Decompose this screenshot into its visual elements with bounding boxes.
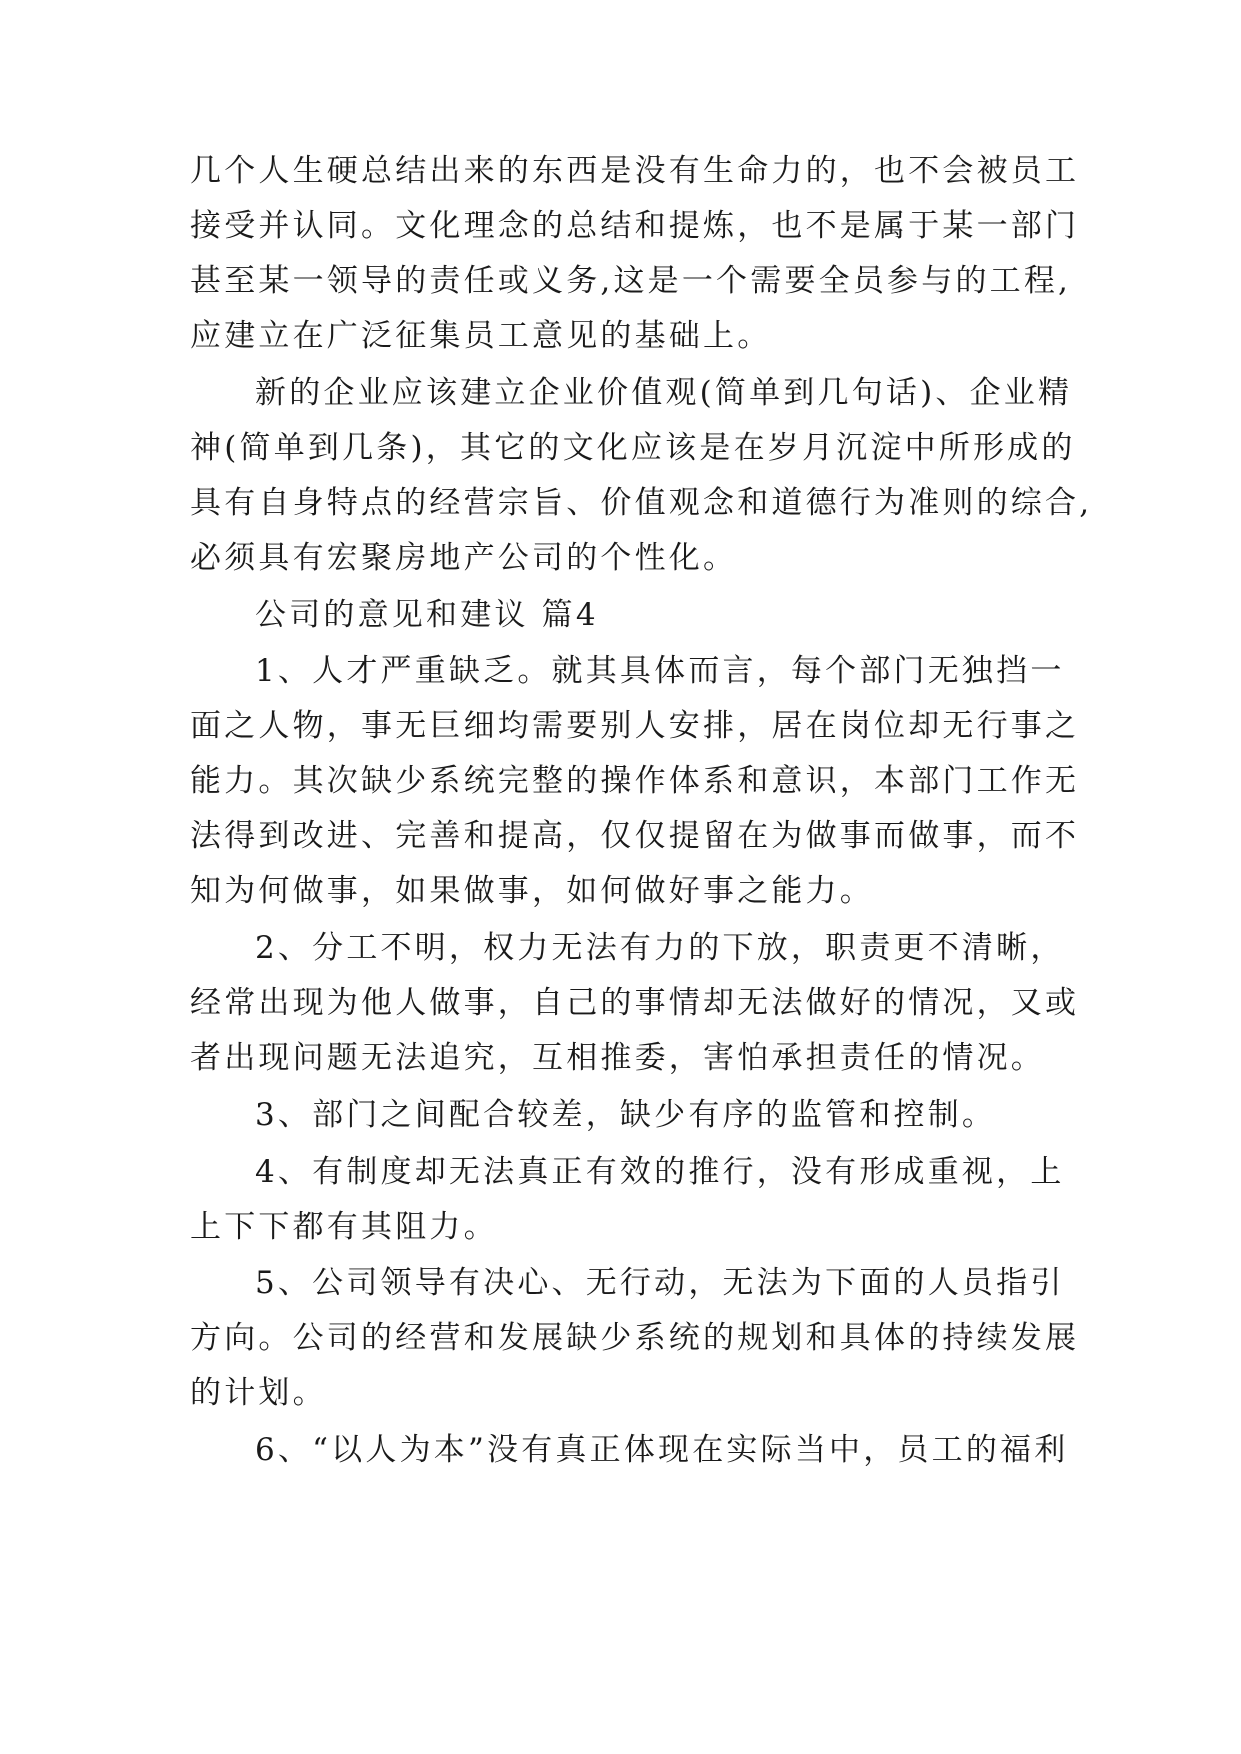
text-line: 接受并认同。文化理念的总结和提炼，也不是属于某一部门 [190, 208, 1080, 244]
text-line: 的计划。 [190, 1375, 327, 1411]
text-line: 1、人才严重缺乏。就其具体而言，每个部门无独挡一 [255, 653, 1065, 689]
text-line: 3、部门之间配合较差，缺少有序的监管和控制。 [255, 1097, 997, 1133]
text-line: 新的企业应该建立企业价值观(简单到几句话)、企业精 [255, 375, 1073, 411]
text-line: 几个人生硬总结出来的东西是没有生命力的，也不会被员工 [190, 153, 1080, 189]
section-heading: 公司的意见和建议 篇4 [255, 597, 599, 633]
text-line: 具有自身特点的经营宗旨、价值观念和道德行为准则的综合, [190, 485, 1093, 521]
text-line: 4、有制度却无法真正有效的推行，没有形成重视，上 [255, 1154, 1065, 1190]
text-line: 上下下都有其阻力。 [190, 1209, 498, 1245]
text-line: 法得到改进、完善和提高，仅仅提留在为做事而做事，而不 [190, 818, 1080, 854]
text-line: 知为何做事，如果做事，如何做好事之能力。 [190, 873, 874, 909]
text-line: 5、公司领导有决心、无行动，无法为下面的人员指引 [255, 1265, 1065, 1301]
text-line: 2、分工不明，权力无法有力的下放，职责更不清晰， [255, 930, 1065, 966]
text-line: 方向。公司的经营和发展缺少系统的规划和具体的持续发展 [190, 1320, 1080, 1356]
text-line: 6、“以人为本”没有真正体现在实际当中，员工的福利 [255, 1432, 1069, 1468]
text-line: 经常出现为他人做事，自己的事情却无法做好的情况，又或 [190, 985, 1080, 1021]
text-line: 甚至某一领导的责任或义务,这是一个需要全员参与的工程, [190, 263, 1072, 299]
text-line: 者出现问题无法追究，互相推委，害怕承担责任的情况。 [190, 1040, 1045, 1076]
text-line: 必须具有宏聚房地产公司的个性化。 [190, 540, 738, 576]
text-line: 神(简单到几条)，其它的文化应该是在岁月沉淀中所形成的 [190, 430, 1076, 466]
text-line: 能力。其次缺少系统完整的操作体系和意识，本部门工作无 [190, 763, 1080, 799]
text-line: 应建立在广泛征集员工意见的基础上。 [190, 318, 772, 354]
text-line: 面之人物，事无巨细均需要别人安排，居在岗位却无行事之 [190, 708, 1080, 744]
